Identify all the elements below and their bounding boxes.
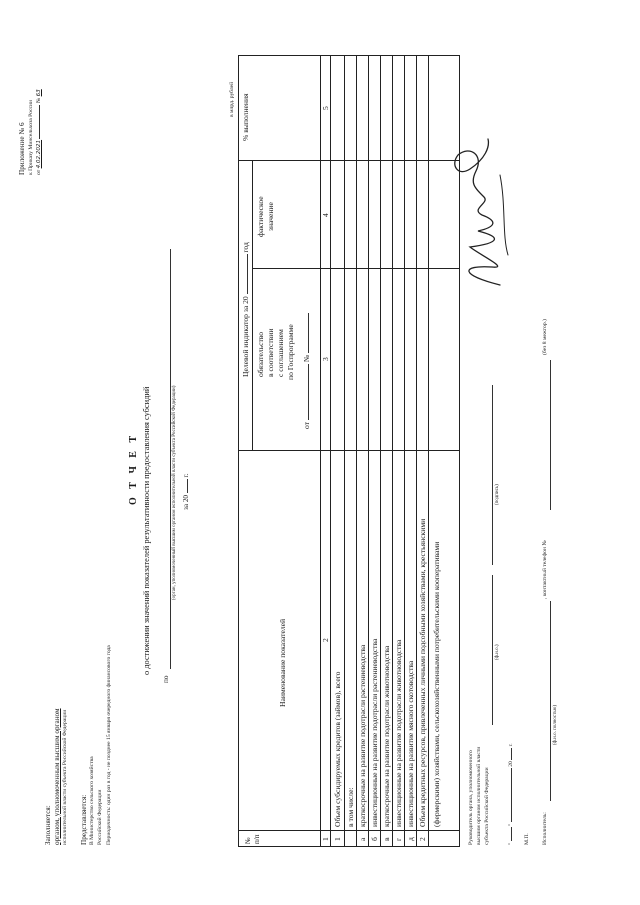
index-3: 3 bbox=[321, 357, 330, 361]
head-l1: Руководитель органа, уполномоченного bbox=[468, 750, 474, 845]
col-sep-4 bbox=[238, 160, 460, 161]
phone-note: (без 8 межгор.) bbox=[542, 319, 548, 355]
year-g: г. bbox=[182, 473, 190, 478]
index-5: 5 bbox=[321, 106, 330, 110]
col-sep-1 bbox=[238, 830, 460, 831]
index-2: 2 bbox=[321, 638, 330, 642]
fio-note: (ф.и.о.) bbox=[495, 644, 500, 660]
row-3-num: а bbox=[358, 837, 367, 841]
header-obligation-3: с соглашением bbox=[276, 329, 285, 377]
appendix-order: к Приказу Минсельхоза России bbox=[28, 99, 34, 175]
executor-line bbox=[550, 601, 551, 801]
submits-line1: В Министерство сельского хозяйства bbox=[89, 756, 95, 845]
obligation-num: № bbox=[302, 354, 311, 363]
row-1-num: 1 bbox=[333, 837, 342, 841]
date-quote-close: " bbox=[508, 823, 514, 826]
date-quote-open: " bbox=[508, 842, 514, 845]
appendix-number: 63 bbox=[36, 89, 42, 97]
submits-period: Периодичность: один раз в год - не позднее 15 января очередного финансового года bbox=[106, 645, 112, 845]
submits-line2: Российской Федерации bbox=[97, 789, 103, 845]
appendix-date: 4.02.2021 bbox=[36, 139, 42, 169]
report-title: О Т Ч Е Т bbox=[128, 432, 139, 505]
header-actual-2: значение bbox=[266, 202, 275, 231]
row-2-name: в том числе: bbox=[346, 787, 355, 827]
po-underline bbox=[170, 249, 171, 669]
appendix-from: от bbox=[36, 169, 42, 175]
phone-line bbox=[550, 360, 551, 510]
row-3-name: краткосрочные на развитие подотрасли растениеводства bbox=[358, 644, 367, 827]
po-note: (орган, уполномоченный высшим органом исполнительной власти субъекта Российской Федерации) bbox=[172, 385, 177, 600]
executor-label: Исполнитель: bbox=[542, 812, 548, 845]
header-name: Наименование показателей bbox=[278, 618, 287, 707]
header-obligation-5 bbox=[302, 313, 311, 429]
index-4: 4 bbox=[321, 213, 330, 217]
date-century: 20 bbox=[508, 761, 514, 767]
row-7-name: инвестиционные на развитие мясного скотоводства bbox=[406, 660, 415, 827]
fio-line bbox=[492, 575, 493, 725]
submits-label: Представляется: bbox=[80, 794, 88, 845]
head-l3: субъекта Российской Федерации bbox=[484, 767, 490, 845]
report-year bbox=[182, 473, 191, 510]
row-4-name: инвестиционные на развитие подотрасли растениеводства bbox=[370, 638, 379, 827]
header-percent: % выполнения bbox=[241, 93, 250, 141]
report-subtitle: о достижении значений показателей результативности предоставления субсидий bbox=[142, 386, 151, 675]
phone-label: , контактный телефон № bbox=[542, 540, 548, 599]
row-6-name: инвестиционные на развитие подотрасли животноводства bbox=[394, 639, 403, 827]
row-6-num: г bbox=[394, 837, 403, 841]
mp-label: М.П. bbox=[524, 833, 530, 845]
fills-line1: органом, уполномоченным высшим органом bbox=[53, 708, 61, 845]
row-5-num: в bbox=[382, 837, 391, 841]
report-po: по bbox=[162, 675, 170, 683]
sign-line bbox=[492, 385, 493, 565]
date-line bbox=[508, 743, 515, 845]
header-obligation-1: обязательство bbox=[256, 331, 265, 377]
header-num: № п/п bbox=[244, 834, 261, 844]
header-obligation-4: по Госпрограмме bbox=[286, 324, 295, 380]
executor-note: (ф.и.о. полностью) bbox=[553, 704, 558, 745]
col-sep-2 bbox=[238, 450, 460, 451]
appendix-date-line bbox=[36, 89, 43, 175]
row-8-num: 2 bbox=[418, 837, 427, 841]
header-actual-1: фактическое bbox=[256, 196, 265, 237]
row-4-num: б bbox=[370, 837, 379, 841]
index-row-bottom bbox=[330, 55, 331, 847]
handwritten-signature-icon bbox=[430, 135, 525, 295]
target-label: Целевой индикатор за 20 bbox=[241, 296, 250, 377]
year-label: за 20 bbox=[182, 494, 190, 510]
indicators-table bbox=[238, 55, 460, 847]
header-bottom bbox=[320, 55, 321, 847]
appendix-num-prefix: № bbox=[36, 97, 42, 104]
row-7-num: д bbox=[406, 837, 415, 841]
row-5-name: краткосрочные на развитие подотрасли животноводства bbox=[382, 645, 391, 827]
index-1: 1 bbox=[321, 837, 330, 841]
header-obligation-2: в соответствии bbox=[266, 328, 275, 377]
row-9-name: (фермерскими) хозяйствами, сельскохозяйственными потребительскими кооперативами bbox=[432, 541, 441, 827]
obligation-from: от bbox=[302, 421, 311, 429]
row-8-name: Объем кредитных ресурсов, привлеченных личными подсобными хозяйствами, крестьянскими bbox=[418, 518, 427, 827]
header-sep bbox=[252, 161, 253, 451]
row-1-name: Объем субсидируемых кредитов (займов), всего bbox=[333, 671, 342, 827]
header-target bbox=[241, 242, 250, 377]
sign-note: (подпись) bbox=[495, 484, 500, 505]
target-year: год bbox=[241, 242, 250, 253]
date-g: г. bbox=[508, 743, 514, 747]
head-l2: высшим органом исполнительной власти bbox=[476, 746, 482, 845]
fills-line2: исполнительной власти субъекта Российской Федерации bbox=[62, 709, 68, 845]
appendix-title: Приложение № 6 bbox=[18, 122, 26, 175]
units-label: в млрд. рублей bbox=[229, 81, 235, 117]
fills-label: Заполняется: bbox=[44, 805, 52, 845]
